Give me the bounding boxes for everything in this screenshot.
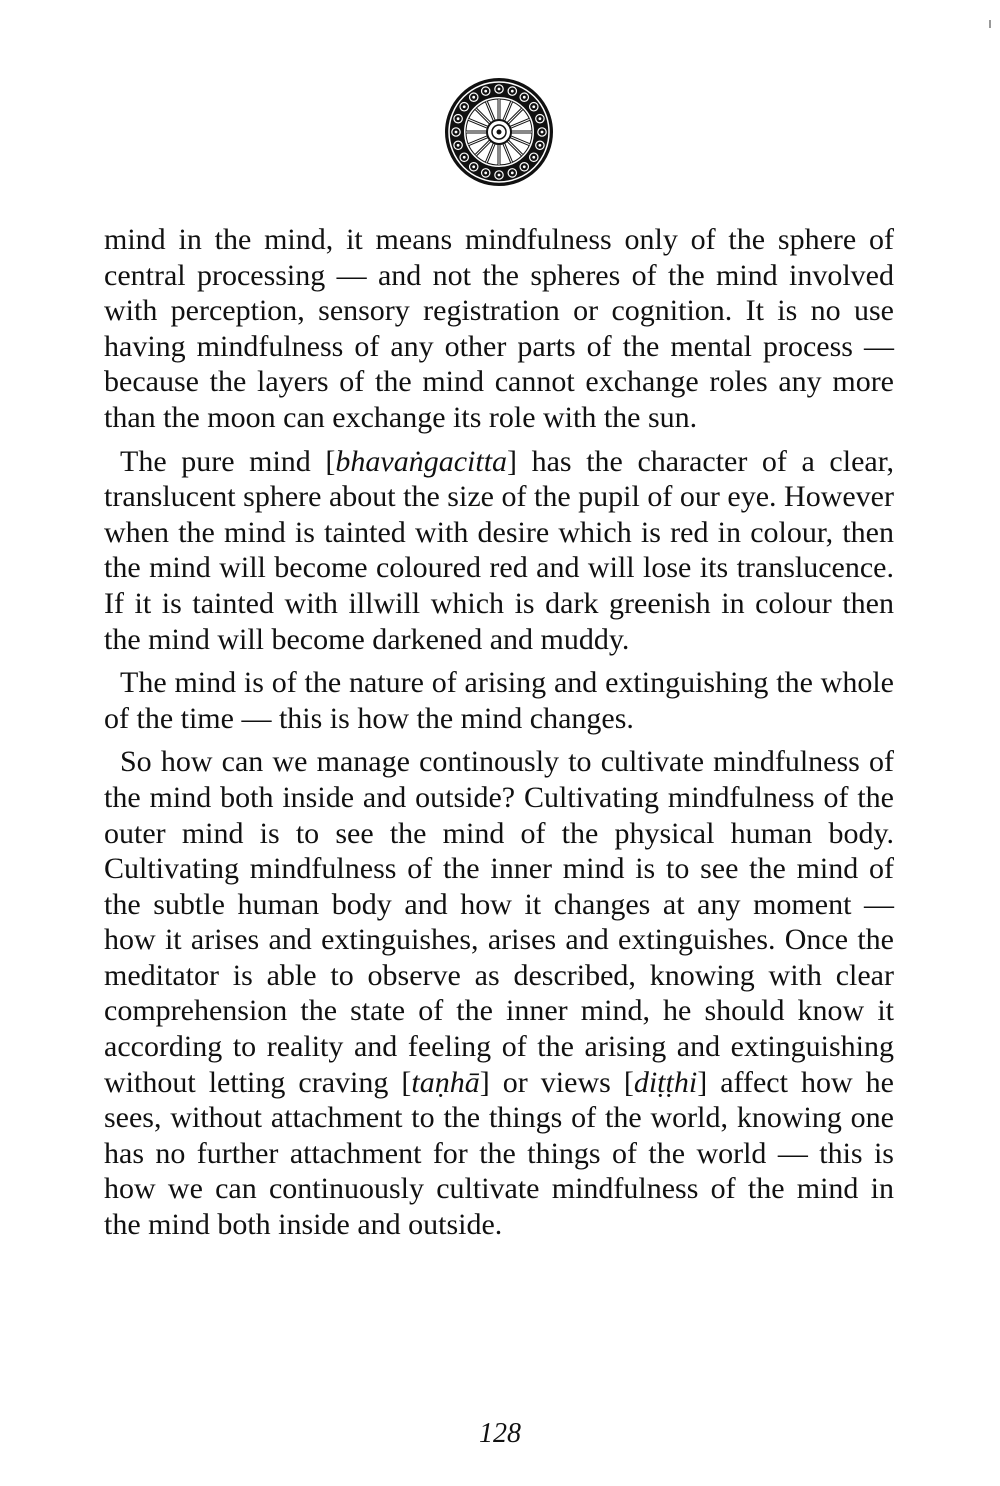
paragraph-2	[104, 444, 894, 658]
paragraph-1-text: mind in the mind, it means mindfulness only of the sphere of central processing — and not the spheres of the mind involved with perception, sensory registration or cognition. It is no use having mindfulness of any other parts of the mental process — because the layers of the mind cannot exchange roles any more than the moon can exchange its role with the sun.	[104, 223, 894, 434]
pali-term-bhavangacitta: bhavaṅgacitta	[335, 444, 508, 478]
paragraph-2-text-b: ] has the character of a clear, translucent sphere about the size of the pupil of our eye. However when the mind is tainted with desire which is red in colour, then the mind will become coloured red and will lose its translucence. If it is tainted with illwill which is dark greenish in colour then the mind will become darkened and muddy.	[104, 444, 894, 656]
paragraph-2-text-a: The pure mind [	[120, 444, 336, 478]
paragraph-4	[104, 744, 894, 1242]
body-text	[104, 222, 894, 1251]
paragraph-4-text-b: ] or views [	[479, 1065, 634, 1099]
page-number: 128	[479, 1418, 521, 1449]
paragraph-4-text-c: ] affect how he sees, without attachment to the things of the world, knowing one has no further attachment for the things of the world — this is how we can continuously cultivate mindfulness of the mind in the mind both inside and outside.	[104, 1065, 894, 1242]
pali-term-tanha: taṇhā	[411, 1065, 480, 1099]
paragraph-4-text-a: So how can we manage continously to cultivate mindfulness of the mind both inside and outside? Cultivating mindfulness of the outer mind is to see the mind of the physical human body. Cultivating mindfulness of the inner mind is to see the mind of the subtle human body and how it changes at any moment — how it arises and extinguishes, arises and extinguishes. Once the meditator is able to observe as described, knowing with clear comprehension the state of the inner mind, he should know it according to reality and feeling of the arising and extinguishing without letting craving [	[104, 745, 894, 1099]
paragraph-3	[104, 665, 894, 736]
paragraph-1	[104, 222, 894, 436]
scan-mark	[989, 20, 991, 28]
pali-term-ditthi: diṭṭhi	[633, 1065, 698, 1099]
dharma-wheel-icon	[443, 76, 555, 188]
paragraph-3-text: The mind is of the nature of arising and extinguishing the whole of the time — this is how the mind changes.	[104, 666, 894, 735]
